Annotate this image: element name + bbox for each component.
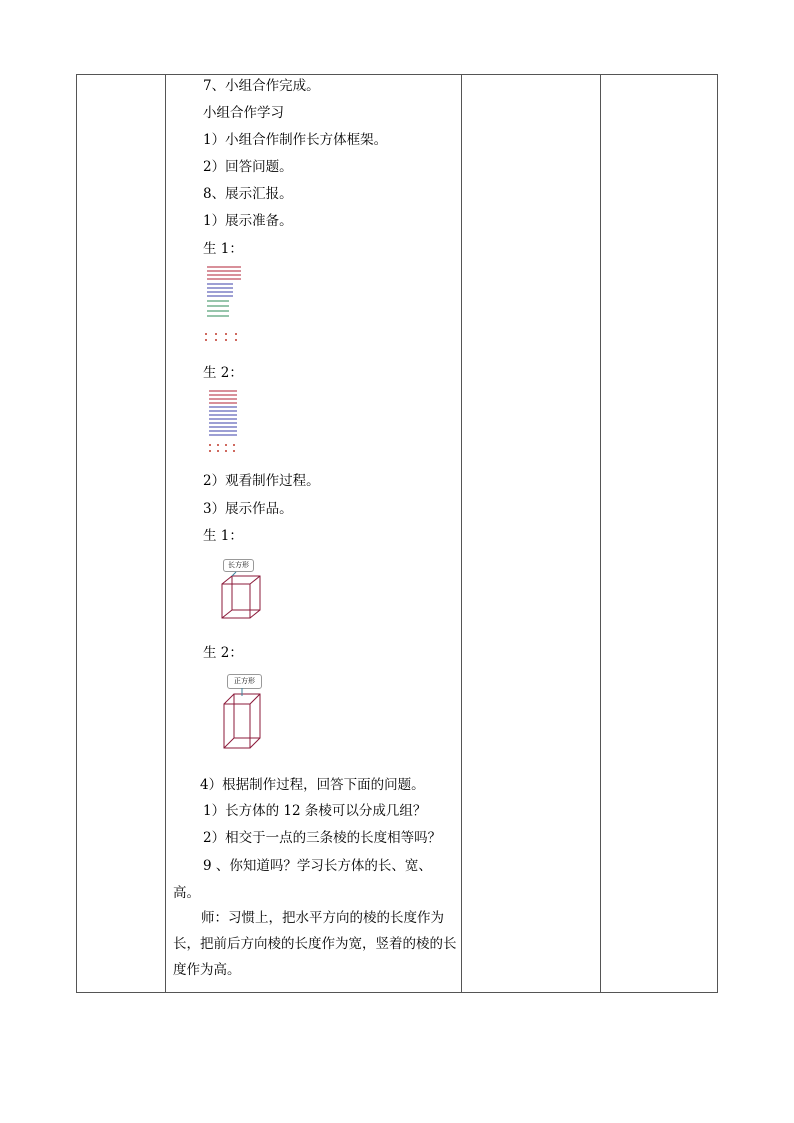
- column-divider-3: [600, 75, 601, 992]
- cuboid-figure-2: [218, 688, 278, 768]
- column-divider-2: [461, 75, 462, 992]
- student-1-work-label: 生 1：: [203, 528, 243, 544]
- step-9: 9 、你知道吗？学习长方体的长、宽、: [203, 858, 432, 874]
- teacher-explanation: 师：习惯上，把水平方向的棱的长度作为长，把前后方向棱的长度作为宽，竖着的棱的长度作为高。: [173, 910, 457, 978]
- callout-square: 正方形: [227, 674, 262, 689]
- cuboid-figure-1: [218, 568, 268, 638]
- step-7-1: 1）小组合作制作长方体框架。: [203, 132, 388, 148]
- step-8: 8、展示汇报。: [203, 186, 293, 202]
- student-2-label: 生 2：: [203, 365, 243, 381]
- group-study: 小组合作学习: [203, 105, 284, 121]
- lesson-table: [76, 74, 718, 993]
- callout-rectangle: 长方形: [223, 559, 254, 572]
- question-2: 2）相交于一点的三条棱的长度相等吗？: [203, 830, 442, 846]
- step-7-2: 2）回答问题。: [203, 159, 293, 175]
- step-8-4: 4）根据制作过程，回答下面的问题。: [200, 777, 425, 793]
- question-1: 1）长方体的 12 条棱可以分成几组？: [203, 803, 427, 819]
- sticks-figure-2: [207, 389, 247, 459]
- step-9-cont: 高。: [173, 885, 200, 901]
- step-8-3: 3）展示作品。: [203, 501, 293, 517]
- student-2-work-label: 生 2：: [203, 645, 243, 661]
- step-7: 7、小组合作完成。: [203, 78, 320, 94]
- step-8-1: 1）展示准备。: [203, 213, 293, 229]
- student-1-label: 生 1：: [203, 241, 243, 257]
- sticks-figure-1: [203, 264, 243, 344]
- column-divider-1: [165, 75, 166, 992]
- step-8-2: 2）观看制作过程。: [203, 473, 320, 489]
